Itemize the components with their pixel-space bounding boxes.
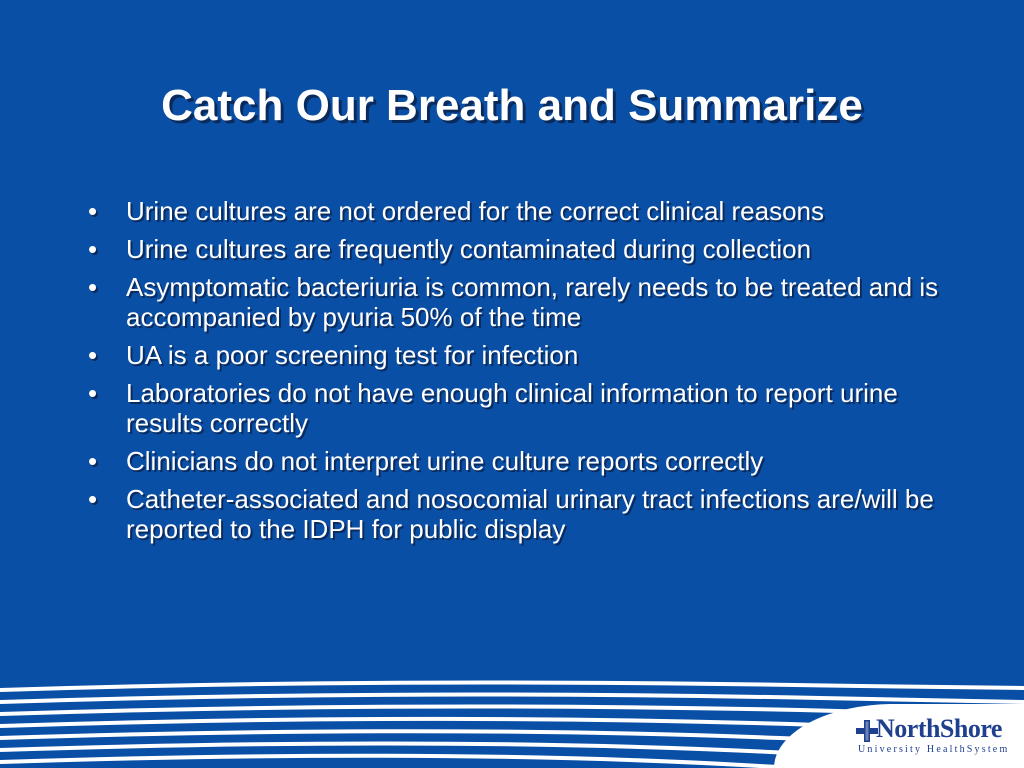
bullet-list — [84, 196, 944, 552]
bullet-text: Clinicians do not interpret urine culture reports correctly — [126, 446, 764, 476]
bullet-text: Catheter-associated and nosocomial urinary tract infections are/will be reported to the IDPH for public display — [126, 484, 934, 544]
bullet-text: Urine cultures are not ordered for the correct clinical reasons — [126, 196, 824, 226]
bullet-text: Urine cultures are frequently contaminated during collection — [126, 234, 812, 264]
wave-line — [0, 683, 1024, 690]
bullet-text: Laboratories do not have enough clinical information to report urine results correctly — [126, 378, 898, 438]
logo-name: NorthShore — [876, 714, 1002, 743]
bullet-glyph: • — [88, 484, 98, 514]
bullet-item — [84, 446, 944, 476]
bullet-item — [84, 484, 944, 544]
bullet-item — [84, 272, 944, 332]
bullet-glyph: • — [88, 196, 98, 226]
slide-title: Catch Our Breath and Summarize — [161, 81, 863, 130]
bullet-item — [84, 340, 944, 370]
bullet-glyph: • — [88, 378, 98, 408]
wave-line — [0, 695, 1024, 702]
bullet-glyph: • — [88, 340, 98, 370]
bullet-item — [84, 234, 944, 264]
bullet-text: Asymptomatic bacteriuria is common, rarely needs to be treated and is accompanied by pyuria 50% of the time — [126, 272, 939, 332]
bullet-item — [84, 196, 944, 226]
bullet-glyph: • — [88, 272, 98, 302]
cross-icon — [856, 720, 878, 742]
bullet-text: UA is a poor screening test for infection — [126, 340, 579, 370]
bullet-item — [84, 378, 944, 438]
logo-subtitle: University HealthSystem — [858, 744, 1010, 755]
bullet-glyph: • — [88, 446, 98, 476]
bullet-glyph: • — [88, 234, 98, 264]
